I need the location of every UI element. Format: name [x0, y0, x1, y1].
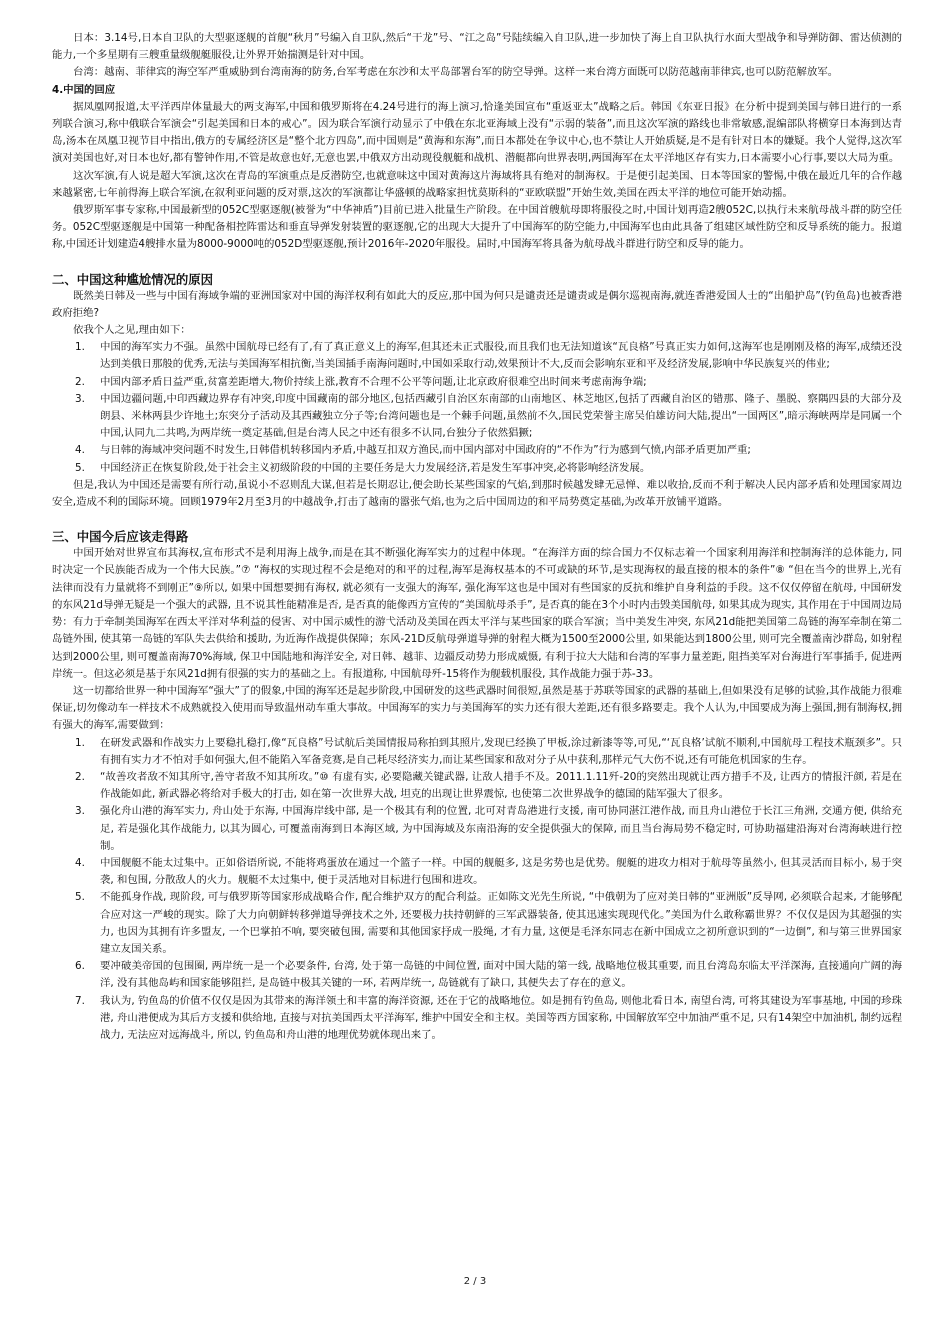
section-2-lead: 依我个人之见,理由如下： [73, 324, 191, 337]
subheading-china-response: 4.中国的回应 [52, 83, 116, 96]
list-number: 7. [75, 994, 85, 1007]
list-number: 1. [75, 341, 85, 354]
list-text: 要冲破美帝国的包围圈, 两岸统一是一个必要条件, 台湾, 处于第一岛链的中间位置, 面对中国大陆的第一线, 战略地位极其重要, 而且台湾岛东临太平洋深海, 直接通向广阔的海洋, 没有其他岛屿和国家能够阻拦, 是岛链中极其关键的一环, 若两岸统一, 岛链就有了缺口, 其便失去了存在的意义。 [100, 960, 902, 990]
paragraph-response-1: 据凤凰网报道,太平洋西岸体量最大的两支海军,中国和俄罗斯将在4.24号进行的海上演习,恰逢美国宣布“重返亚太”战略之后。韩国《东亚日报》在分析中提到美国与韩日进行的一系列联合演习,称中俄联合军演会“引起美国和日本的戒心”。因为联合军演行动显示了中俄在东北亚海域上没有“示弱的装备”,而且这次军演的路线也非常敏感,混编部队将横穿日本海到达青岛,汤本在凤凰卫视节目中指出,俄方的专属经济区是“整个北方四岛”,而中国则是“黄海和东海”,而日本都处在争议中心,也不禁让人开始质疑,是不是有针对日本的嫌疑。我个人觉得,这次军演对美国也好,对日本也好,都有警钟作用,不管是故意也好,无意也罢,中俄双方出动现役舰艇和战机、潜艇都向世界表明,两国海军在太平洋地区存有实力,日本需要小心行事,要以大局为重。 [52, 100, 902, 165]
section-heading-3: 三、中国今后应该走得路 [52, 529, 189, 545]
spacer [52, 511, 902, 528]
list-text: 中国边疆问题,中印西藏边界存有冲突,印度中国藏南的部分地区,包括西藏引自治区东南部的山南地区、林芝地区,包括了西藏自治区的错那、隆子、墨脱、察隅四县的大部分及朗县、米林两县少许地土;东突分子活动及其西藏独立分子等;台湾问题也是一个棘手问题,虽然前不久,国民党荣誉主席吴伯雄访问大陆,提出“一国两区”,暗示海峡两岸是同属一个中国,认同九二共鸣,为两岸统一奠定基础,但是台湾人民之中还有很多不认同,台独分子依然猖獗; [100, 392, 902, 440]
list-item [52, 460, 902, 477]
list-text: 中国经济正在恢复阶段,处于社会主义初级阶段的中国的主要任务是大力发展经济,若是发生军事冲突,必将影响经济发展。 [100, 461, 651, 474]
reasons-list [52, 339, 902, 477]
list-text: 在研发武器和作战实力上要稳扎稳打,像“瓦良格”号试航后美国情报局称拍到其照片,发现已经换了甲板,涂过新漆等等,可见,“‘瓦良格’试航不顺利,中国航母工程技术瓶颈多”。只有拥有实力才不怕对手如何强大,但不能陷入军备竞赛,是自己耗尽经济实力,而让某些国家和敌对分子从中获利,那样元气大伤不说,还有可能危机国家的生存。 [100, 736, 902, 766]
document-page [52, 30, 902, 1044]
section-2-closing: 但是,我认为中国还是需要有所行动,虽说小不忍则乱大谋,但若是长期忍让,便会助长某些国家的气焰,到那时候越发肆无忌惮、难以收拾,反而不利于解决人民内部矛盾和处理国家周边安全,造成不利的国际环境。回顾1979年2月至3月的中越战争,打击了越南的嚣张气焰,也为之后中国周边的和平局势奠定基础,为改革开放铺平道路。 [52, 478, 902, 509]
list-item [52, 803, 902, 855]
paragraph-taiwan: 台湾：越南、菲律宾的海空军严重威胁到台湾南海的防务,台军考虑在东沙和太平岛部署台军的防空导弹。这样一来台湾方面既可以防范越南菲律宾,也可以防范解放军。 [73, 66, 839, 79]
list-number: 6. [75, 960, 85, 973]
list-number: 4. [75, 444, 85, 457]
spacer [52, 254, 902, 271]
list-text: 中国的海军实力不强。虽然中国航母已经有了,有了真正意义上的海军,但其还未正式服役,而且我们也无法知道该“瓦良格”号真正实力如何,这海军也是刚刚及格的海军,成绩还没达到美俄日那般的优秀,无法与美国海军相抗衡,当美国插手南海问题时,中国如采取行动,效果预计不大,反而会影响东亚和平及经济发展,影响中华民族复兴的伟业; [100, 341, 902, 371]
list-number: 5. [75, 461, 85, 474]
list-item [52, 339, 902, 373]
section-3-paragraph-1: 中国开始对世界宣布其海权,宣布形式不是利用海上战争,而是在其不断强化海军实力的过程中体现。“在海洋方面的综合国力不仅标志着一个国家利用海洋和控制海洋的总体能力, 同时决定一个民族能否成为一个伟大民族。”⑦ “海权的实现过程不会是绝对的和平的过程,海军是海权基本的不可或缺的环节,是实现海权的最直接的根本的条件”⑧ “但在当今的世界上,光有法律而没有力量就将不到刚正”⑨所以, 如果中国想要拥有海权, 就必须有一支强大的海军, 强化海军这也是中国对有些国家的反抗和维护自身利益的手段。这不仅仅停留在航母, 中国研发的东风21d导弹无疑是一个强大的武器, 且不说其性能精准是否, 是否真的能像西方宣传的“美国航母杀手”, 是否真的能在3个小时内击毁美国航母, 如果其成为现实, 其作用在于中国周边局势：有力于牵制美国海军在西太平洋对华利益的侵害、对中国示威性的游弋活动及美国在西太平洋与某些国家的联合军演；当中美发生冲突, 东风21d能把美国第二岛链的海军牵制在第二岛链外围, 使其第一岛链的军队失去供给和援助, 为近海作战提供保障；东风-21D反航母弹道导弹的射程大概为1500至2000公里, 如果能达到1800公里, 则可完全覆盖南沙群岛, 如射程达到2000公里, 则可覆盖南海70%海域, 保卫中国陆地和海洋安全, 对日韩、越菲、边疆反动势力形成威慑, 有利于拉大大陆和台湾的军事力量差距, 阻挡美军对台海进行军事插手, 促进两岸统一。但这必须是基于东风21d拥有很强的实力的基础之上。有报道称, 中国航母歼-15将作为舰载机服役, 其作战能力强于苏-33。 [52, 547, 902, 680]
list-item [52, 769, 902, 803]
list-item [52, 442, 902, 459]
list-item [52, 855, 902, 889]
list-text: 我认为, 钓鱼岛的价值不仅仅是因为其带来的海洋领土和丰富的海洋资源, 还在于它的战略地位。如是拥有钓鱼岛, 则他北看日本, 南望台湾, 可将其建设为军事基地, 中国的珍珠港, 舟山港便成为其后方支援和供给地, 直接与对抗美国西太平洋海军, 维护中国安全和主权。美国等西方国家称, 中国解放军空中加油严重不足, 只有14架空中加油机, 制约远程战力, 无法应对远海战斗, 所以, 钓鱼岛和舟山港的地理优势就体现出来了。 [100, 994, 902, 1041]
list-item [52, 958, 902, 992]
list-text: 不能孤身作战, 现阶段, 可与俄罗斯等国家形成战略合作, 配合维护双方的配合利益。正如陈文光先生所说, “中俄朝为了应对美日韩的“亚洲版”反导网, 必须联合起来, 才能够配合应对这一严峻的现实。除了大力向朝鲜转移弹道导弹技术之外, 还要极力扶持朝鲜的三军武器装备, 使其迅速实现现代化。”美国为什么敢称霸世界？不仅仅是因为其超强的实力, 也因为其拥有许多盟友, 一个巴掌拍不响, 要突破包围, 需要和其他国家抒成一股绳, 才有力量, 这便是毛泽东同志在新中国成立之初所意识到的“一边倒”, 和与第三世界国家建立友国关系。 [100, 891, 902, 955]
list-number: 3. [75, 392, 85, 405]
list-number: 1. [75, 736, 85, 749]
list-item [52, 374, 902, 391]
list-number: 2. [75, 375, 85, 388]
list-number: 5. [75, 891, 85, 904]
list-number: 2. [75, 770, 85, 783]
paragraph-response-3: 俄罗斯军事专家称,中国最新型的052C型驱逐舰(被誉为“中华神盾”)目前已进入批量生产阶段。在中国首艘航母即将服役之时,中国计划再造2艘052C,以执行未来航母战斗群的防空任务。052C型驱逐舰是中国第一种配备相控阵雷达和垂直导弹发射装置的驱逐舰,它的出现大大提升了中国海军的防空能力,中国海军也由此具备了组建区域性防空和反导系统的能力。报道称,中国还计划建造4艘排水量为8000-9000吨的052D型驱逐舰,预计2016年-2020年服役。届时,中国海军将具备为航母战斗群进行防空和反导的能力。 [52, 204, 902, 251]
recommendations-list [52, 735, 902, 1045]
list-number: 3. [75, 805, 85, 818]
paragraph-response-2: 这次军演,有人说是超大军演,这次在青岛的军演重点是反潜防空,也就意味这中国对黄海这片海域将具有绝对的制海权。于是便引起美国、日本等国家的警惕,中俄在最近几年的合作越来越紧密,七年前得海上联合军演,在叙利亚问题的反对票,这次的军演都让华盛顿的战略家担忧莫斯科的“亚欧联盟”开始生效,美国在西太平洋的地位可能开始动摇。 [52, 169, 902, 199]
list-item [52, 391, 902, 443]
list-text: 中国舰艇不能太过集中。正如俗语所说, 不能将鸡蛋放在通过一个篮子一样。中国的舰艇多, 这是劣势也是优势。舰艇的进攻力相对于航母等虽然小, 但其灵活而目标小, 易于突袭, 和包围, 分散敌人的火力。舰艇不太过集中, 便于灵活地对目标进行包围和进攻。 [100, 856, 902, 887]
page-number: 2 / 3 [463, 1276, 487, 1287]
list-item [52, 993, 902, 1045]
list-item [52, 735, 902, 769]
section-3-paragraph-2: 这一切都给世界一种中国海军“强大”了的假象,中国的海军还是起步阶段,中国研发的这些武器时间很短,虽然是基于苏联等国家的武器的基础上,但如果没有足够的试验,其作战能力很难保证,切勿像动车一样技术不成熟就投入使用而导致温州动车重大事故。中国海军的实力与美国海军的实力还有很大差距,还有很多路要走。我个人认为,中国要成为海上强国,拥有制海权,拥有强大的海军,需要做到： [52, 684, 902, 732]
list-text: 强化舟山港的海军实力, 舟山处于东海, 中国海岸线中部, 是一个极其有利的位置, 北可对青岛港进行支援, 南可协同湛江港作战, 而且舟山港位于长江三角洲, 交通方便, 供给充足, 若是强化其作战能力, 以其为圆心, 可覆盖南海到日本海区域, 为中国海域及东南沿海的安全提供强大的保障, 而且当台海局势不稳定时, 可协助福建沿海对台湾海峡进行控制。 [100, 805, 902, 852]
list-text: “故善攻者敌不知其所守,善守者敌不知其所攻。”⑩ 有虚有实, 必要隐藏关键武器, 让敌人措手不及。2011.1.11歼-20的突然出现就让西方措手不及, 让西方的情报汗颜, 若是在作战能如此, 新武器必将给对手极大的打击, 如在第一次世界大战, 坦克的出现让世界震惊, 也使第二次世界战争的德国的陆军强大了很多。 [100, 770, 902, 801]
section-heading-2: 二、中国这种尴尬情况的原因 [52, 271, 214, 287]
list-text: 与日韩的海域冲突问题不时发生,日韩借机转移国内矛盾,中越互扣双方渔民,而中国内部对中国政府的“不作为”行为感到气愤,内部矛盾更加严重; [100, 444, 751, 457]
list-item [52, 889, 902, 958]
section-2-intro: 既然美日韩及一些与中国有海域争端的亚洲国家对中国的海洋权利有如此大的反应,那中国为何只是谴责还是谴责或是偶尔巡视南海,就连香港爱国人士的“出船护岛”(钓鱼岛)也被香港政府拒绝? [52, 289, 902, 319]
list-number: 4. [75, 856, 85, 869]
list-text: 中国内部矛盾日益严重,贫富差距增大,物价持续上涨,教育不合理不公平等问题,让北京政府很难空出时间来考虑南海争端; [100, 375, 647, 388]
paragraph-japan: 日本：3.14号,日本自卫队的大型驱逐舰的首舰“秋月”号编入自卫队,然后“干龙”号、“江之岛”号陆续编入自卫队,进一步加快了海上自卫队执行水面大型战争和导弹防御、雷达侦测的能力,一个多星期有三艘重量级舰艇服役,让外界开始揣测是针对中国。 [52, 32, 902, 62]
